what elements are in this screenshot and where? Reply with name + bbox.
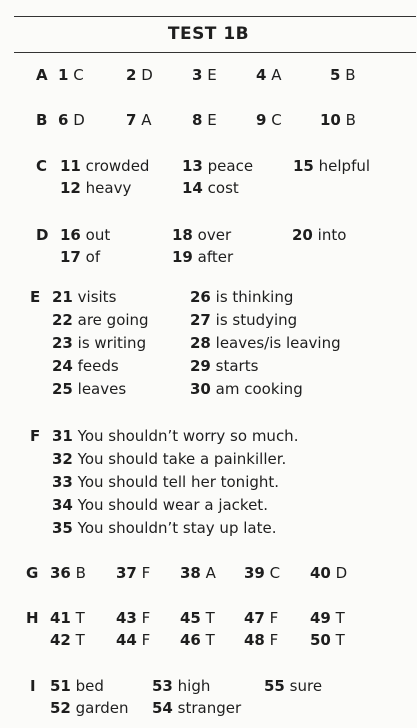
- section-f-letter: F: [30, 427, 41, 445]
- section-h-letter: H: [26, 609, 39, 627]
- answer-item: 5 B: [330, 66, 356, 84]
- answer-item: 49 T: [310, 609, 345, 627]
- answer-item: 30 am cooking: [190, 380, 303, 398]
- answer-item: 50 T: [310, 631, 345, 649]
- page-title: TEST 1B: [167, 24, 250, 44]
- answer-item: 13 peace: [182, 157, 254, 175]
- answer-item: 35 You shouldn’t stay up late.: [52, 519, 277, 537]
- answer-item: 11 crowded: [60, 157, 150, 175]
- answer-item: 32 You should take a painkiller.: [52, 450, 287, 468]
- answer-item: 7 A: [126, 111, 152, 129]
- answer-item: 36 B: [50, 564, 86, 582]
- answer-item: 19 after: [172, 248, 234, 266]
- answer-item: 52 garden: [50, 699, 129, 717]
- section-e-letter: E: [30, 288, 41, 306]
- section-g-letter: G: [26, 564, 39, 582]
- answer-item: 39 C: [244, 564, 281, 582]
- answer-item: 18 over: [172, 226, 232, 244]
- answer-item: 25 leaves: [52, 380, 127, 398]
- answer-item: 14 cost: [182, 179, 239, 197]
- answer-item: 28 leaves/is leaving: [190, 334, 341, 352]
- answer-item: 42 T: [50, 631, 85, 649]
- answer-item: 31 You shouldn’t worry so much.: [52, 427, 299, 445]
- answer-item: 47 F: [244, 609, 279, 627]
- answer-item: 46 T: [180, 631, 215, 649]
- top-rule: [14, 16, 416, 17]
- answer-item: 51 bed: [50, 677, 104, 695]
- answer-item: 43 F: [116, 609, 151, 627]
- answer-item: 10 B: [320, 111, 356, 129]
- section-i-letter: I: [30, 677, 36, 695]
- answer-item: 33 You should tell her tonight.: [52, 473, 280, 491]
- answer-item: 54 stranger: [152, 699, 242, 717]
- answer-item: 6 D: [58, 111, 85, 129]
- answer-item: 4 A: [256, 66, 282, 84]
- answer-item: 44 F: [116, 631, 151, 649]
- answer-item: 27 is studying: [190, 311, 298, 329]
- section-c-letter: C: [36, 157, 48, 175]
- answer-item: 45 T: [180, 609, 215, 627]
- answer-item: 24 feeds: [52, 357, 119, 375]
- section-b-letter: B: [36, 111, 48, 129]
- answer-item: 20 into: [292, 226, 347, 244]
- answer-item: 41 T: [50, 609, 85, 627]
- answer-item: 23 is writing: [52, 334, 147, 352]
- answer-item: 16 out: [60, 226, 111, 244]
- answer-item: 37 F: [116, 564, 151, 582]
- answer-item: 12 heavy: [60, 179, 132, 197]
- answer-item: 22 are going: [52, 311, 149, 329]
- answer-item: 21 visits: [52, 288, 117, 306]
- answer-item: 8 E: [192, 111, 217, 129]
- answer-item: 34 You should wear a jacket.: [52, 496, 268, 514]
- answer-item: 1 C: [58, 66, 84, 84]
- answer-item: 55 sure: [264, 677, 323, 695]
- answer-item: 2 D: [126, 66, 153, 84]
- section-d-letter: D: [36, 226, 49, 244]
- answer-item: 40 D: [310, 564, 348, 582]
- answer-item: 17 of: [60, 248, 101, 266]
- answer-item: 48 F: [244, 631, 279, 649]
- answer-item: 26 is thinking: [190, 288, 294, 306]
- answer-item: 9 C: [256, 111, 282, 129]
- answer-item: 38 A: [180, 564, 216, 582]
- section-a-letter: A: [36, 66, 48, 84]
- answer-item: 29 starts: [190, 357, 259, 375]
- answer-item: 53 high: [152, 677, 211, 695]
- answer-item: 3 E: [192, 66, 217, 84]
- title-underline: [14, 52, 416, 53]
- answer-item: 15 helpful: [293, 157, 371, 175]
